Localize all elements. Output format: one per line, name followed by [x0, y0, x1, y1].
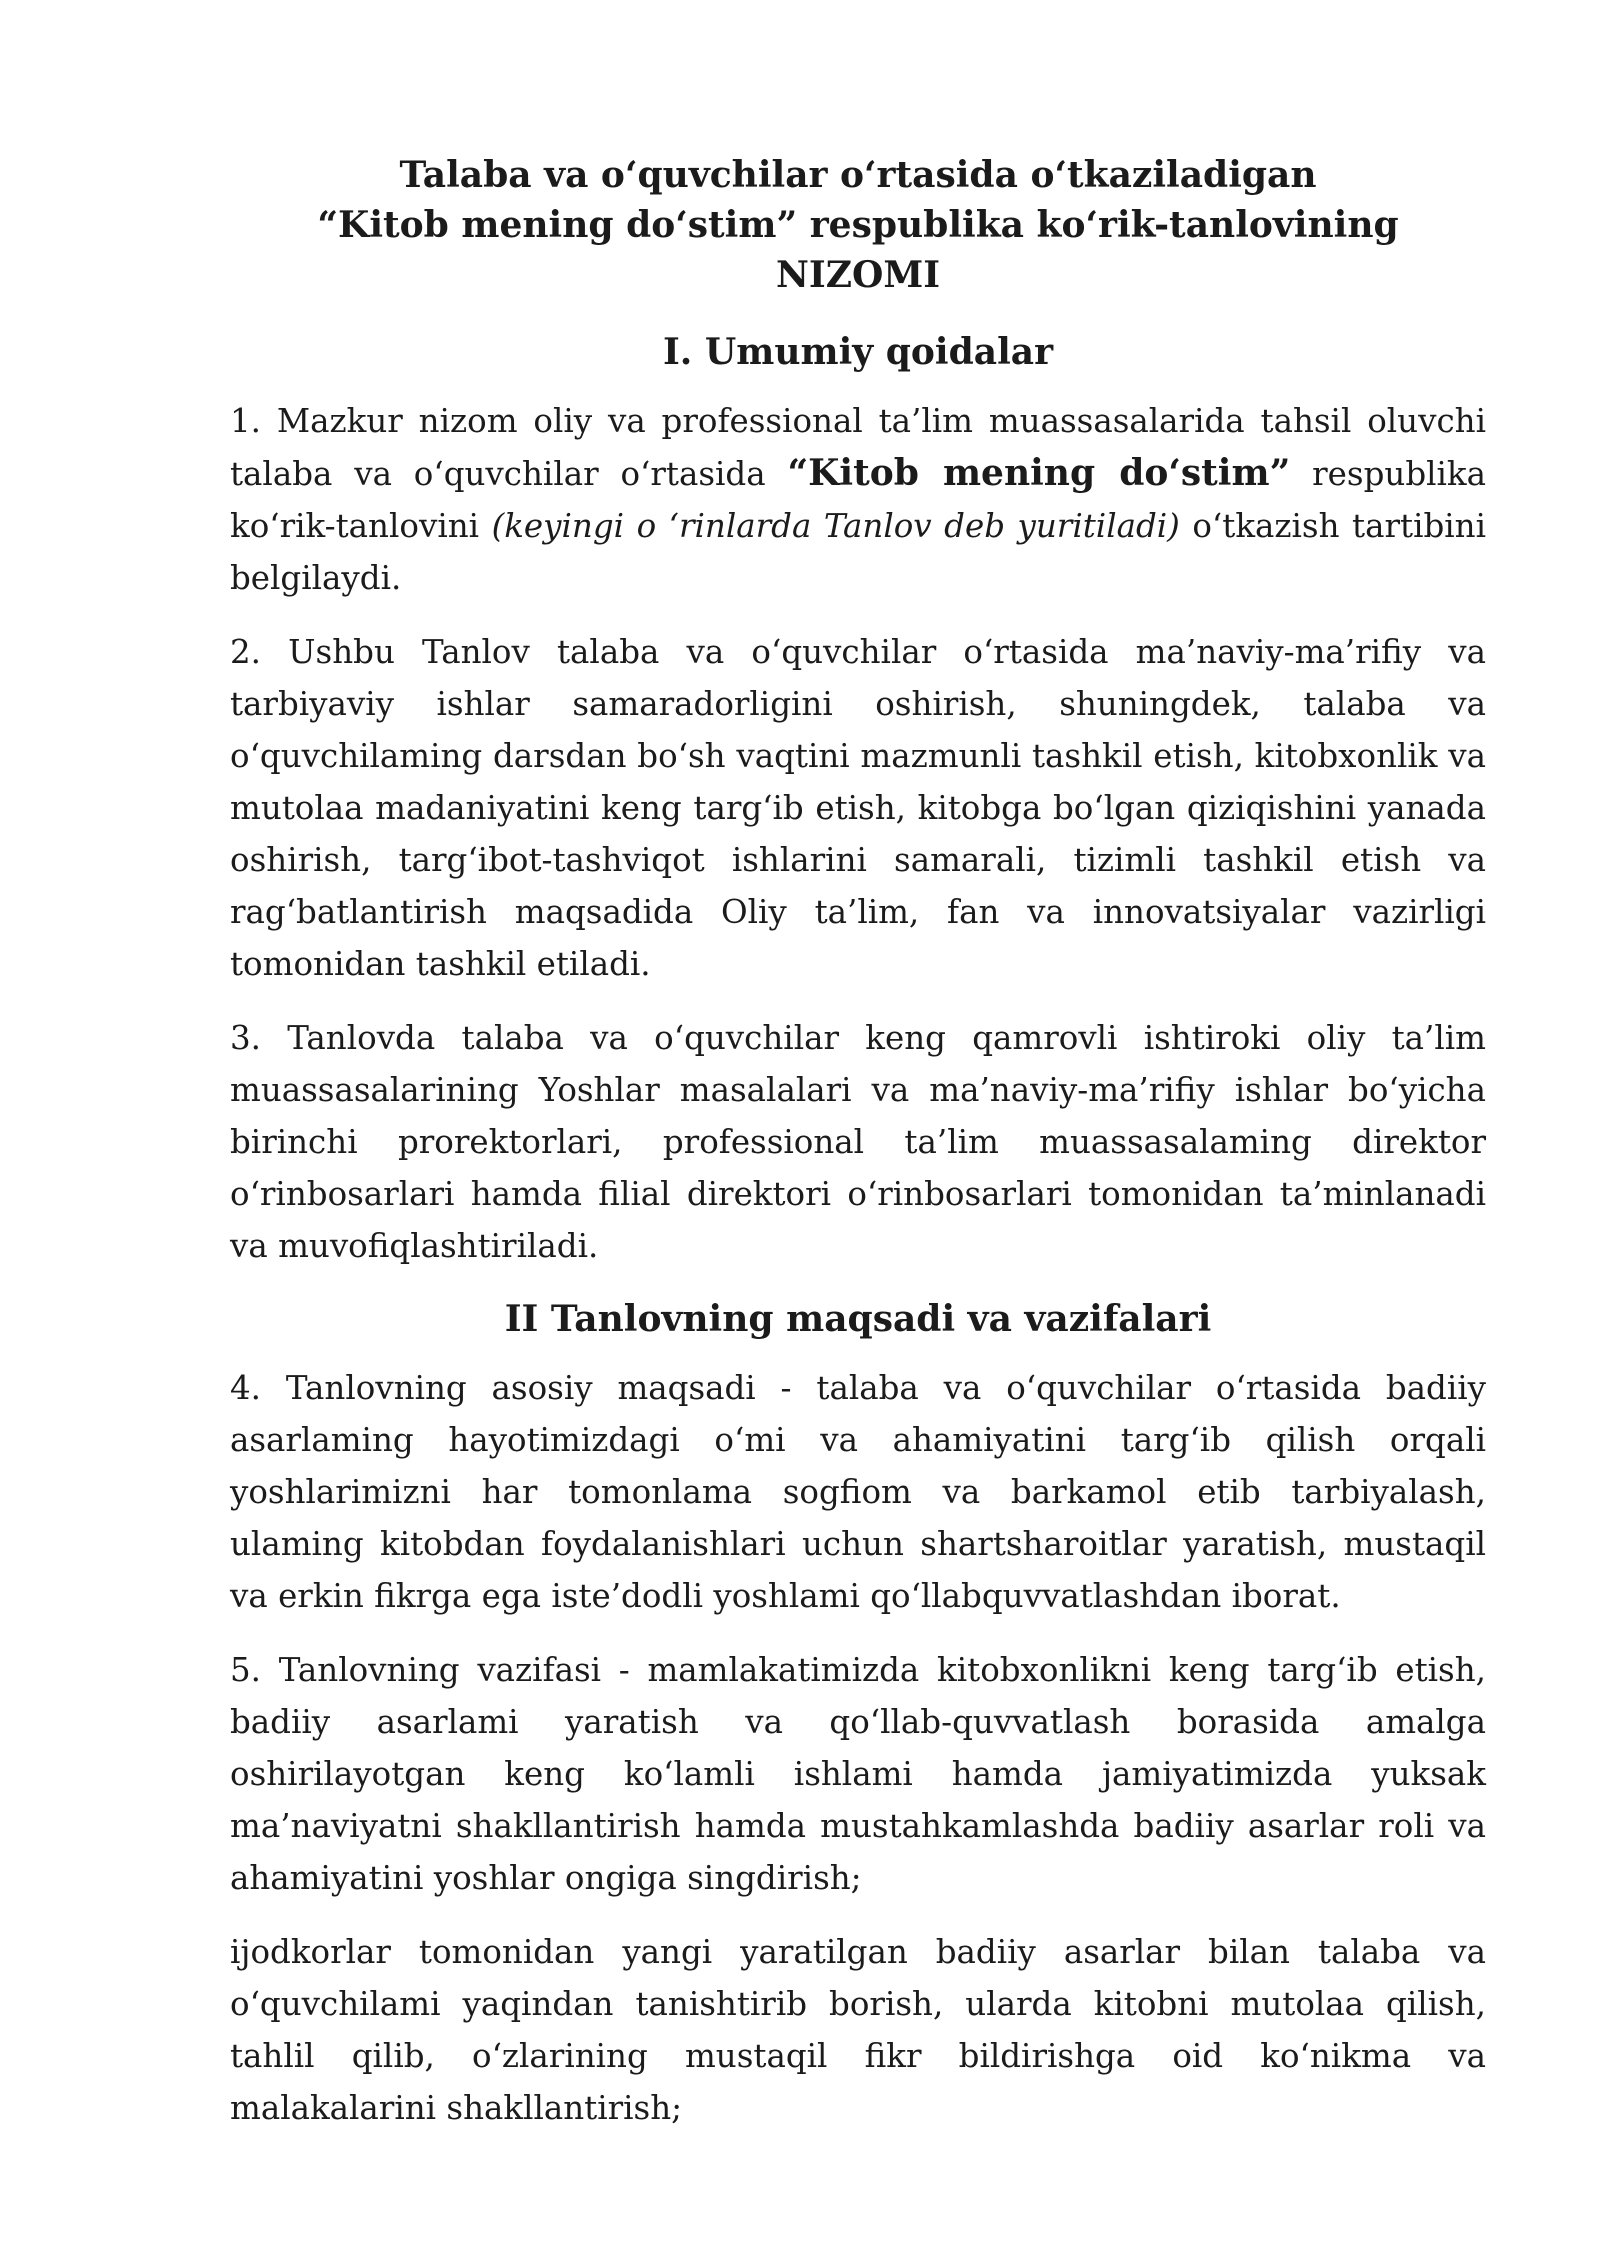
paragraph-1-italic-note: (keyingi o ‘rinlarda Tanlov deb yuritiladi)	[491, 507, 1180, 545]
paragraph-1-text-c: o‘tkazish tartibini belgilaydi.	[230, 507, 1486, 597]
section-heading-general-rules: I. Umumiy qoidalar	[662, 331, 1054, 373]
document-body	[230, 150, 1486, 2156]
paragraph-1	[230, 395, 1486, 604]
paragraph-5: 5. Tanlovning vazifasi - mamlakatimizda kitobxonlikni keng targ‘ib etish, badiiy asarlami yaratish va qo‘llab-quvvatlash borasida amalga oshirilayotgan keng ko‘lamli ishlami hamda jamiyatimizda yuksak ma’naviyatni shakllantirish hamda mustahkamlashda badiiy asarlar roli va ahamiyatini yoshlar ongiga singdirish;	[230, 1651, 1486, 1897]
paragraph-1-text-b: respublika ko‘rik-tanlovini	[230, 455, 1486, 545]
title-line-1: Talaba va o‘quvchilar o‘rtasida o‘tkaziladigan	[399, 154, 1317, 196]
paragraph-1-text-a: 1. Mazkur nizom oliy va professional ta’lim muassasalarida tahsil oluvchi talaba va o‘quvchilar o‘rtasida	[230, 402, 1486, 493]
title-line-2: “Kitob mening do‘stim” respublika ko‘rik-tanlovining NIZOMI	[317, 204, 1399, 296]
paragraph-2: 2. Ushbu Tanlov talaba va o‘quvchilar o‘rtasida ma’naviy-ma’rifiy va tarbiyaviy ishlar samaradorligini oshirish, shuningdek, talaba va o‘quvchilaming darsdan bo‘sh vaqtini mazmunli tashkil etish, kitobxonlik va mutolaa madaniyatini keng targ‘ib etish, kitobga bo‘lgan qiziqishini yanada oshirish, targ‘ibot-tashviqot ishlarini samarali, tizimli tashkil etish va rag‘batlantirish maqsadida Oliy ta’lim, fan va innovatsiyalar vazirligi tomonidan tashkil etiladi.	[230, 633, 1486, 983]
paragraph-4: 4. Tanlovning asosiy maqsadi - talaba va o‘quvchilar o‘rtasida badiiy asarlaming hayotimizdagi o‘mi va ahamiyatini targ‘ib qilish orqali yoshlarimizni har tomonlama sogfiom va barkamol etib tarbiyalash, ulaming kitobdan foydalanishlari uchun shartsharoitlar yaratish, mustaqil va erkin fikrga ega iste’dodli yoshlami qo‘llabquvvatlashdan iborat.	[230, 1369, 1486, 1615]
section-heading-goals: II Tanlovning maqsadi va vazifalari	[504, 1298, 1212, 1340]
paragraph-6: ijodkorlar tomonidan yangi yaratilgan badiiy asarlar bilan talaba va o‘quvchilami yaqindan tanishtirib borish, ularda kitobni mutolaa qilish, tahlil qilib, o‘zlarining mustaqil fikr bildirishga oid ko‘nikma va malakalarini shakllantirish;	[230, 1933, 1486, 2127]
paragraph-3: 3. Tanlovda talaba va o‘quvchilar keng qamrovli ishtiroki oliy ta’lim muassasalarining Yoshlar masalalari va ma’naviy-ma’rifiy ishlar bo‘yicha birinchi prorektorlari, professional ta’lim muassasalaming direktor o‘rinbosarlari hamda filial direktori o‘rinbosarlari tomonidan ta’minlanadi va muvofiqlashtiriladi.	[230, 1019, 1486, 1265]
document-title	[230, 150, 1486, 300]
paragraph-1-bold-title: “Kitob mening do‘stim”	[787, 452, 1291, 494]
